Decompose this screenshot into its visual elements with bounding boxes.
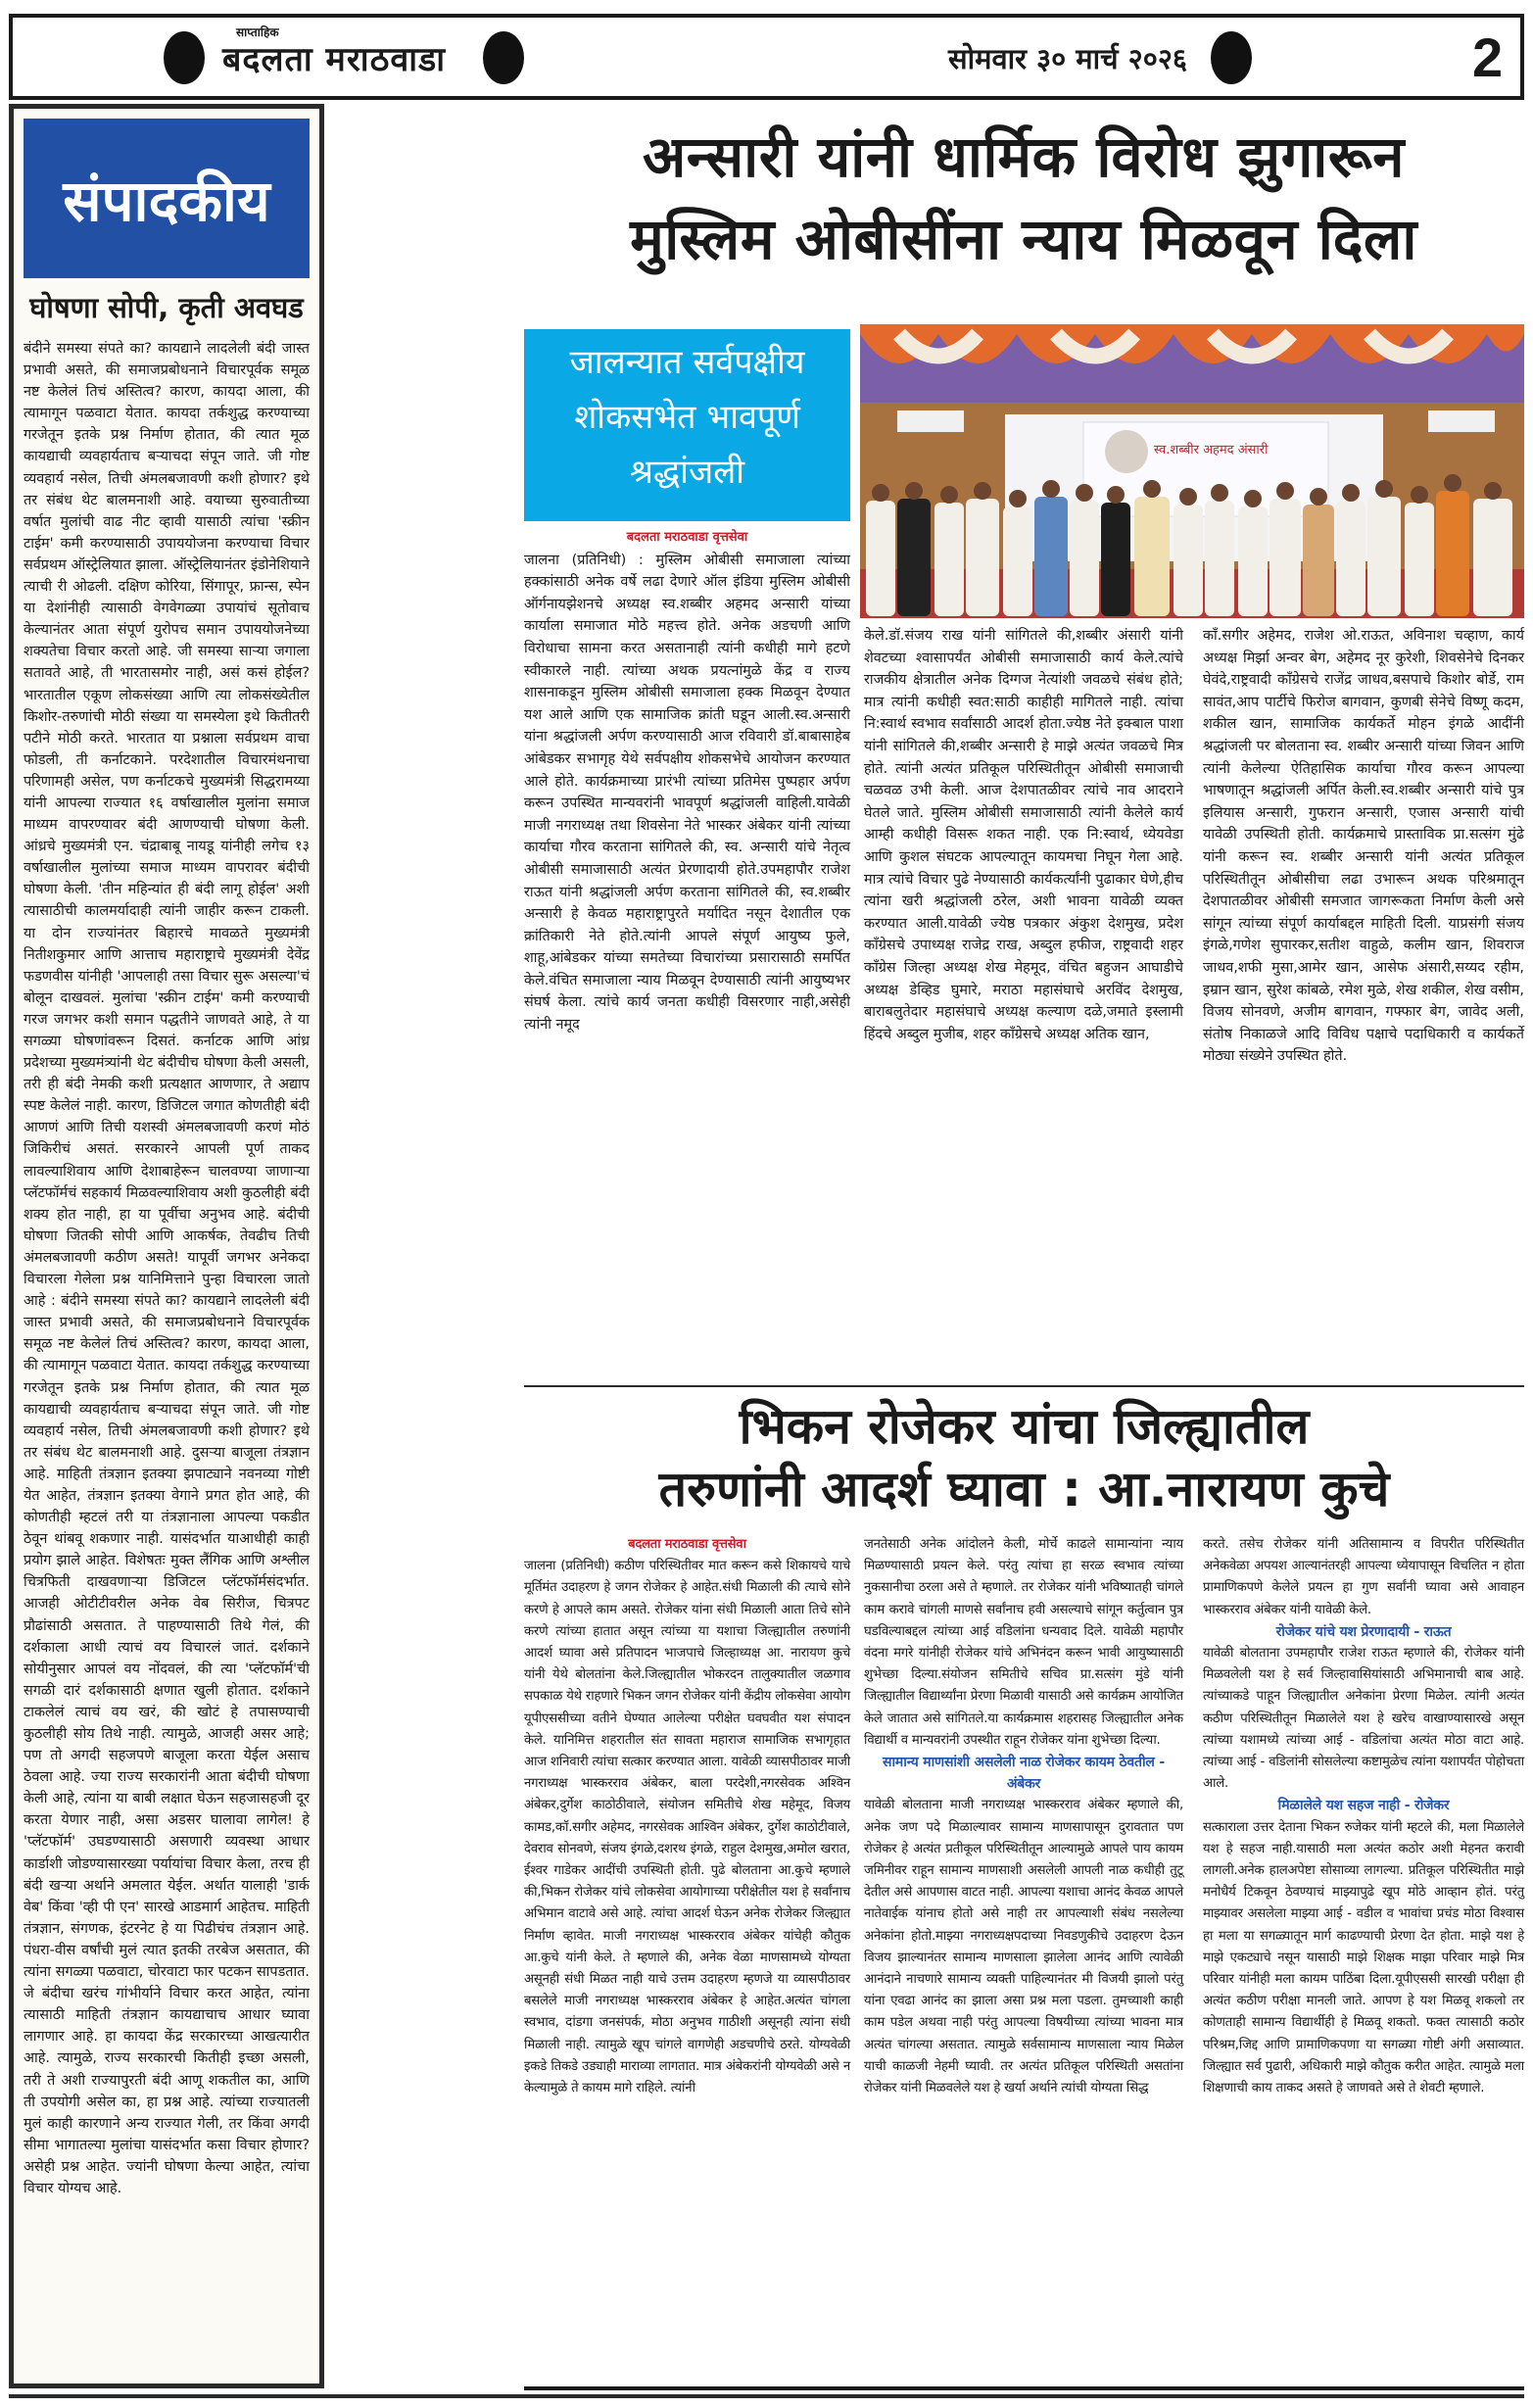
- story2-col1-text: जालना (प्रतिनिधी) कठीण परिस्थितीवर मात करून कसे शिकायचे याचे मूर्तिमंत उदाहरण हे जगन रोजेकर हे आहेत.संधी मिळाली की त्याचे सोने करणे हे आपले काम असते. रोजेकर यांना संधी मिळाली आता तिचे सोने करणे त्यांच्या हातात असून त्यांच्या या यशाचा जिल्ह्यातील तरुणांनी आदर्श घ्यावा असे प्रतिपादन भाजपाचे जिल्हाध्यक्ष आ. नारायण कुचे यांनी येथे बोलतांना केले.जिल्ह्यातील भोकरदन तालुक्यातील जळगाव सपकाळ येथे राहणारे भिकन जगन रोजेकर यांनी केंद्रीय लोकसेवा आयोग यूपीएससीच्या वतीने घेण्यात आलेल्या परीक्षेत घवघवीत यश संपादन केले. यानिमित्त शहरातील संत सावता महाराज सामाजिक सभागृहात आज शनिवारी त्यांचा सत्कार करण्यात आला. यावेळी व्यासपीठावर माजी नगराध्यक्ष भास्करराव अंबेकर, बाला परदेशी,नगरसेवक अश्विन अंबेकर,दुर्गेश काठोठीवाले, संयोजन समितीचे शेख महेमूद, विजय कामड,कॉ.सगीर अहेमद, नगरसेवक आश्विन अंबेकर, दुर्गेश काठोटीवाले, देवराव सोनवणे, संजय इंगळे,दशरथ इंगळे, राहुल देशमुख,अमोल खरात, ईश्वर गाडेकर आदींची उपस्थिती होती. पुढे बोलताना आ.कुचे म्हणाले की,भिकन रोजेकर यांचे लोकसेवा आयोगाच्या परीक्षेतील यश हे सर्वांनाच अभिमान वाटावे असे आहे. त्यांचा आदर्श घेऊन अनेक रोजेकर जिल्ह्यात निर्माण व्हावेत. माजी नगराध्यक्ष भास्करराव अंबेकर यांचेही कौतुक आ.कुचे यांनी केले. ते म्हणाले की, अनेक वेळा माणसामध्ये योग्यता असूनही संधी मिळत नाही याचे उत्तम उदाहरण म्हणजे या व्यासपीठावर बसलेले माजी नगराध्यक्ष भास्करराव अंबेकर हे आहेत.अत्यंत चांगला स्वभाव, दांडगा जनसंपर्क, मोठा अनुभव गाठीशी असूनही त्यांना संधी मिळाली नाही. त्यामुळे खूप चांगले वागणेही अडचणीचे ठरते. योग्यवेळी इकडे तिकडे उड्याही माराव्या लागतात. मात्र अंबेकरांनी योग्यवेळी असे न केल्यामुळे ते कायम मागे राहिले. त्यांनी: [524, 1559, 850, 2096]
- editorial-body: बंदीने समस्या संपते का? कायद्याने लादलेली बंदी जास्त प्रभावी असते, की समाजप्रबोधनाने विचारपूर्वक समूळ नष्ट केलेलं तिचं अस्तित्व? कारण, कायदा आला, की त्यामागून पळवाटा येतात. कायदा तर्कशुद्ध करण्याच्या गरजेतून इतके प्रश्न निर्माण होतात, की त्यात मूळ कायद्याची व्यवहार्यताच बऱ्याचदा संपून जाते. जी गोष्ट व्यवहार्य नसेल, तिची अंमलबजावणी कशी होणार? इथे तर संबंध थेट बालमनाशी आहे. वयाच्या सुरुवातीच्या वर्षात मुलांची वाढ नीट व्हावी यासाठी त्यांचा 'स्क्रीन टाईम' कमी करण्यासाठी उपाययोजना करण्याचा विचार सर्वप्रथम ऑस्ट्रेलियात झाला. ऑस्ट्रेलियानंतर इंडोनेशियाने त्याची री ओढली. दक्षिण कोरिया, सिंगापूर, फ्रान्स, स्पेन या देशांनीही त्यासाठी वेगवेगळ्या उपायांचं सूतोवाच केल्यानंतर आता संपूर्ण युरोपच समान उपाययोजनेच्या शक्यतेचा विचार करतो आहे. जी समस्या साऱ्या जगाला सतावते आहे, ती भारतासमोर नाही, असं कसं होईल? भारतातील एकूण लोकसंख्या आणि त्या लोकसंख्येतील किशोर-तरुणांची मोठी संख्या या समस्येला इथे कितीतरी पटीने मोठी करते. भारतात या प्रश्नाला सर्वप्रथम वाचा फोडली, ती कर्नाटकाने. परदेशातील विचारमंथनाचा परिणामही असेल, पण कर्नाटकचे मुख्यमंत्री सिद्धरामय्या यांनी आपल्या राज्यात १६ वर्षाखालील मुलांना समाज माध्यम वापरण्यावर बंदी आणण्याची घोषणा केली. आंध्रचे मुख्यमंत्री एन. चंद्राबाबू नायडू यांनीही लगेच १३ वर्षाखालील मुलांच्या समाज माध्यम वापरावर बंदीची घोषणा केली. 'तीन महिन्यांत ही बंदी लागू होईल' अशी त्यासाठीची कालमर्यादाही त्यांनी जाहीर करून टाकली. या दोन राज्यांनंतर बिहारचे मावळते मुख्यमंत्री नितीशकुमार आणि आत्ताच महाराष्ट्राचे मुख्यमंत्री देवेंद्र फडणवीस यांनीही 'आपलाही तसा विचार सुरू असल्या'चं बोलून दाखवलं. मुलांचा 'स्क्रीन टाईम' कमी करण्याची गरज जगभर कशी समान पद्धतीने जाणवते आहे, ते या सगळ्या घोषणांवरून दिसतं. कर्नाटक आणि आंध्र प्रदेशच्या मुख्यमंत्र्यांनी थेट बंदीचीच घोषणा केली असली, तरी ही बंदी नेमकी कशी प्रत्यक्षात आणणार, ते अद्याप स्पष्ट केलेलं नाही. कारण, डिजिटल जगात कोणतीही बंदी आणणं आणि तिची यशस्वी अंमलबजावणी करणं मोठं जिकिरीचं असतं. सरकारने आपली पूर्ण ताकद लावल्याशिवाय आणि देशाबाहेरून चालवण्या जाणाऱ्या प्लॅटफॉर्मचं सहकार्य मिळवल्याशिवाय अशी कुठलीही बंदी शक्य होत नाही, हा या पूर्वीचा अनुभव आहे. बंदीची घोषणा जितकी सोपी आणि आकर्षक, तेवढीच तिची अंमलबजावणी कठीण असते! यापूर्वी जगभर अनेकदा विचारला गेलेला प्रश्न यानिमित्ताने पुन्हा विचारला जातो आहे : बंदीने समस्या संपते का? कायद्याने लादलेली बंदी जास्त प्रभावी असते, की समाजप्रबोधनाने विचारपूर्वक समूळ नष्ट केलेलं तिचं अस्तित्व? कारण, कायदा आला, की त्यामागून पळवाटा येतात. कायदा तर्कशुद्ध करण्याच्या गरजेतून इतके प्रश्न निर्माण होतात, की त्यात मूळ कायद्याची व्यवहार्यताच बऱ्याचदा संपून जाते. जी गोष्ट व्यवहार्य नसेल, तिची अंमलबजावणी कशी होणार? इथे तर संबंध थेट बालमनाशी आहे. दुसऱ्या बाजूला तंत्रज्ञान आहे. माहिती तंत्रज्ञान इतक्या झपाट्याने नवनव्या गोष्टी येत आहेत, तंत्रज्ञान इतक्या वेगाने प्रगत होत आहे, की कोणतीही म्हटलं तरी या तंत्रज्ञानाला आपल्या पकडीत ठेवून थांबवू शकणार नाही. यासंदर्भात याआधीही काही प्रयोग झाले आहेत. विशेषतः मुक्त लैंगिक आणि अश्लील चित्रफिती दाखवणाऱ्या डिजिटल प्लॅटफॉर्मसंदर्भात. आजही ओटीटीवरील अनेक वेब सिरीज, चित्रपट प्रौढांसाठी असतात. ते पाहण्यासाठी तिथे गेलं, की दर्शकाला आधी त्याचं वय विचारलं जातं. दर्शकाने सोयीनुसार आपलं वय नोंदवलं, की त्या 'प्लॅटफॉर्म'ची सगळी दारं दर्शकासाठी क्षणात खुली होतात. दर्शकाने टाकलेलं त्याचं वय खरं, की खोटं हे तपासण्याची कुठलीही सोय तिथे नाही. त्यामुळे, आजही असर आहे; पण तो अगदी सहजपणे बाजूला करता येईल असाच ठेवला आहे. ज्या राज्य सरकारांनी आता बंदीची घोषणा केली आहे, त्यांना या बाबी लक्षात घेऊन सहजासहजी दूर करता येणार नाही, असा अडसर घालावा लागेल! हे 'प्लॅटफॉर्म' उघडण्यासाठी असणारी व्यवस्था आधार कार्डाशी जोडण्यासारख्या पर्यायांचा विचार केला, तरच ही बंदी खऱ्या अर्थाने अमलात येईल. अर्थात यालाही 'डार्क वेब' किंवा 'व्ही पी एन' सारखे आडमार्ग आहेतच. माहिती तंत्रज्ञान, संगणक, इंटरनेट हे या पिढीचंच तंत्रज्ञान आहे. पंधरा-वीस वर्षांची मुलं त्यात इतकी तरबेज असतात, की त्यांना सगळ्या पळवाटा, चोरवाटा फार पटकन सापडतात. जे बंदीचा खरंच गांभीर्याने विचार करत आहेत, त्यांना त्यासाठी माहिती तंत्रज्ञान कायद्याचाच आधार घ्यावा लागणार आहे. हा कायदा केंद्र सरकारच्या आखत्यारीत आहे. त्यामुळे, राज्य सरकारची कितीही इच्छा असली, तरी ते अशी राज्यापुरती बंदी आणू शकतील का, आणि ती उपयोगी असेल का, हा प्रश्न आहे. त्यांच्या राज्यातली मुलं काही कारणाने अन्य राज्यात गेली, तर किंवा अगदी सीमा भागातल्या मुलांचा यासंदर्भात कसा विचार होणार? असेही प्रश्न आहेत. ज्यांनी घोषणा केल्या आहेत, त्यांचा विचार योग्यच आहे.: [24, 341, 310, 2196]
- portrait-circle: [1105, 430, 1148, 473]
- bullet-dot-icon: [164, 31, 205, 84]
- editorial-bottom-rule: [9, 2394, 1524, 2398]
- story2-subhead-raut: रोजेकर यांचे यश प्रेरणादायी - राऊत: [1275, 1623, 1452, 1640]
- story2-headline-line1: भिकन रोजेकर यांचा जिल्ह्यातील: [739, 1398, 1310, 1455]
- story2-byline: बदलता मराठवाडा वृत्तसेवा: [628, 1537, 746, 1552]
- story1-byline: बदलता मराठवाडा वृत्तसेवा: [626, 530, 748, 545]
- story2-subhead-ambekar: सामान्य माणसांशी असलेली नाळ रोजेकर कायम ठेवतील - अंबेकर: [883, 1755, 1165, 1793]
- page-bottom-rule: [524, 2386, 1524, 2390]
- bullet-dot-icon: [483, 31, 524, 84]
- story2-subhead-rojekar: मिळालेले यश सहज नाही - रोजेकर: [1277, 1798, 1450, 1814]
- bullet-dot-icon: [1211, 31, 1252, 84]
- newspaper-brand: [222, 24, 446, 79]
- editorial-section-label: संपादकीय: [63, 168, 270, 234]
- story2-col3-text-c: सत्काराला उत्तर देताना भिकन रुजेकर यांनी म्हटले की, मला मिळालेले यश हे सहज नाही.यासाठी मला अत्यंत कठोर अशी मेहनत करावी लागली.अनेक हालअपेष्टा सोसाव्या लागल्या. प्रतिकूल परिस्थितीत माझे मनोधैर्य टिकवून ठेवण्याचं माझ्यापुढे खूप मोठे आव्हान होतं. परंतु माझ्यावर असलेला माझ्या आई - वडील व भावांचा प्रचंड मोठा विश्वास हा मला या सगळ्यातून मार्ग काढण्याची प्रेरणा देत होता. माझे यश हे माझे एकट्याचे नसून यासाठी माझे शिक्षक माझा परिवार माझे मित्र परिवार यांनीही मला कायम पाठिंबा दिला.यूपीएससी सारखी परीक्षा ही अत्यंत कठीण परीक्षा मानली जाते. आपण हे यश मिळवू शकलो तर कोणताही सामान्य विद्यार्थीही हे मिळवू शकतो. फक्त त्यासाठी कठोर परिश्रम,जिद्द आणि प्रामाणिकपणा या सगळ्या गोष्टी अंगी असाव्यात. जिल्ह्यात सर्व पुढारी, अधिकारी माझे कौतुक करीत आहेत. त्यामुळे मला शिक्षणाची काय ताकद असते हे जाणवते असे ते शेवटी म्हणाले.: [1203, 1819, 1524, 2096]
- photo-banner-text: स्व.शब्बीर अहमद अंसारी: [1154, 443, 1269, 458]
- story2-col2-text-a: जनतेसाठी अनेक आंदोलने केली, मोर्चे काढले सामान्यांना न्याय मिळण्यासाठी प्रयत्न केले. परंतु त्यांचा हा सरळ स्वभाव त्यांच्या नुकसानीचा ठरला असे ते म्हणाले. तर रोजेकर यांनी भविष्यातही चांगले काम करावे चांगली माणसे सर्वांनाच हवी असल्याचे सांगून कर्तुत्वान पुत्र घडविल्याबद्दल त्यांच्या आई वडिलांना धन्यवाद दिले. यावेळी महापौर वंदना मगरे यांनीही रोजेकर यांचे अभिनंदन करून भावी आयुष्यासाठी शुभेच्छा दिल्या.संयोजन समितीचे सचिव प्रा.सत्संग मुंडे यांनी जिल्ह्यातील विद्यार्थ्यांना प्रेरणा मिळावी यासाठी असे कार्यक्रम आयोजित केले जातात असे सांगितले.या कार्यक्रमास शहरासह जिल्ह्यातील अनेक विद्यार्थी व मान्यवरांनी उपस्थीत राहून रोजेकर यांना शुभेच्छा दिल्या.: [864, 1537, 1183, 1748]
- story1-subheadline: जालन्यात सर्वपक्षीय शोकसभेत भावपूर्ण श्रद्धांजली: [524, 329, 850, 521]
- story2-headline: [524, 1395, 1524, 1520]
- editorial-banner: [24, 119, 310, 278]
- story2-col3-text-a: करते. तसेच रोजेकर यांनी अतिसामान्य व विपरीत परिस्थितीत अनेकवेळा अपयश आल्यानंतरही आपल्या ध्येयापासून विचलित न होता प्रामाणिकपणे केलेले प्रयत्न हा गुण सर्वांनी घ्यावा असे आवाहन भास्करराव अंबेकर यांनी यावेळी केले.: [1203, 1537, 1524, 1617]
- story1-photo: [860, 324, 1524, 618]
- story2-col2-text-b: यावेळी बोलताना माजी नगराध्यक्ष भास्करराव अंबेकर म्हणाले की, अनेक जण पदे मिळाल्यावर सामान्य माणसापासून दुरावतात पण रोजेकर हे अत्यंत प्रतीकूल परिस्थितीतून आल्यामुळे आपले पाय कायम जमिनीवर राहून सामान्य माणसाशी असलेली आपली नाळ कधीही तुटू देतील असे आपणास वाटत नाही. आपल्या यशाचा आनंद केवळ आपले नातेवाईक यांनाच होतो असे नाही तर आपल्याशी संबंध नसलेल्या अनेकांना होतो.माझ्या नगराध्यक्षपदाच्या निवडणुकीचे उदाहरण देऊन विजय झाल्यानंतर सामान्य माणसाला झालेला आनंद आणि त्यावेळी आनंदाने नाचणारे सामान्य व्यक्ती पाहिल्यानंतर मी विजयी झालो परंतु यांना एवढा आनंद का झाला असा प्रश्न मला पडला. तुमच्याशी काही काम पडेल अथवा नाही परंतु आपल्या विषयीच्या त्यांच्या भावना मात्र अत्यंत चांगल्या असतात. त्यामुळे सर्वसामान्य माणसाला न्याय मिळेल याची काळजी नेहमी घ्यावी. तर अत्यंत प्रतिकूल परिस्थिती असतांना रोजेकर यांनी मिळवलेले यश हे खर्या अर्थाने त्यांची योग्यता सिद्ध: [864, 1798, 1183, 2096]
- story2-headline-line2: तरुणांनी आदर्श घ्यावा : आ.नारायण कुचे: [658, 1461, 1390, 1517]
- story2-column-3: [1203, 1534, 1524, 2099]
- issue-date: सोमवार ३० मार्च २०२६: [948, 42, 1187, 75]
- masthead: [9, 14, 1524, 100]
- event-photo-illustration: [860, 324, 1524, 618]
- page-number: 2: [1472, 26, 1504, 88]
- story1-column-3: काँ.सगीर अहेमद, राजेश ओ.राऊत, अविनाश चव्हाण, कार्य अध्यक्ष मिर्झा अन्वर बेग, अहेमद नूर कुरेशी, शिवसेनेचे दिनकर घेवंदे,राष्ट्रवादी काँग्रेसचे राजेंद्र जाधव,बसपाचे किशोर बोर्डे, राम सावंत,आप पार्टीचे फिरोज बागवान, कुणबी सेनेचे विष्णू कदम, शकील खान, सामाजिक कार्यकर्ते मोहन इंगळे आदींनी श्रद्धांजली पर बोलताना स्व. शब्बीर अन्सारी यांच्या जिवन आणि त्यांनी केलेल्या ऐतिहासिक कार्याचा गौरव करून आपल्या भाषणातून श्रद्धांजली अर्पित केली.स्व.शब्बीर अन्सारी यांचे पुत्र इलियास अन्सारी, गुफरान अन्सारी, एजास अन्सारी यांची यावेळी उपस्थिती होती. कार्यक्रमाचे प्रास्ताविक प्रा.सत्संग मुंढे यांनी करून स्व. शब्बीर अन्सारी यांनी अत्यंत प्रतिकूल परिस्थितीतून ओबीसीचा लढा उभारून अथक परिश्रमातून देशपातळीवर ओबीसी समजात जागरूकता निर्माण केली असे सांगून त्यांच्या संपूर्ण कार्याबद्दल माहिती दिली. याप्रसंगी संजय इंगळे,गणेश सुपारकर,सतीश वाहुळे, कलीम खान, शिवराज जाधव,शफी मुसा,आमेर खान, आसेफ अंसारी,सय्यद रहीम, इम्रान खान, सुरेश कांबळे, रमेश मुळे, शेख शकील, शेख वसीम, विजय सोनवणे, अजीम बागवान, गफ्फार बेग, जावेद अली, संतोष निकाळजे आदि विविध पक्षाचे पदाधिकारी व कार्यकर्ते मोठ्या संख्येने उपस्थित होते.: [1203, 628, 1524, 1065]
- section-divider: [524, 1385, 1524, 1387]
- story1-column-2: केले.डॉ.संजय राख यांनी सांगितले की,शब्बीर अंसारी यांनी शेवटच्या श्वासापर्यंत ओबीसी समाजासाठी कार्य केले.त्यांचे राजकीय क्षेत्रातील अनेक दिग्गज नेत्यांशी जवळचे संबंध होते; मात्र त्यांनी कधीही स्वत:साठी काहीही मागितले नाही. त्यांचा नि:स्वार्थ स्वभाव सर्वांसाठी आदर्श होता.ज्येष्ठ नेते इक्बाल पाशा यांनी सांगितले की,शब्बीर अन्सारी हे माझे अत्यंत जवळचे मित्र होते. त्यांनी अत्यंत प्रतिकूल परिस्थितीतून ओबीसी समाजाची चळवळ उभी केली. आज देशपातळीवर त्यांचे नाव आदराने घेतले जाते. मुस्लिम ओबीसी समाजासाठी त्यांनी केलेले कार्य आम्ही कधीही विसरू शकत नाही. एक नि:स्वार्थ, ध्येयवेडा आणि कुशल संघटक आपल्यातून कायमचा निघून गेला आहे. मात्र त्यांचे विचार पुढे नेण्यासाठी कार्यकर्त्यांनी पुढाकार घेणे,हीच त्यांना खरी श्रद्धांजली ठरेल, अशी भावना यावेळी व्यक्त करण्यात आली.यावेळी ज्येष्ठ पत्रकार अंकुश देशमुख, प्रदेश काँग्रेसचे उपाध्यक्ष राजेद्र राख, अब्दुल हफीज, राष्ट्रवादी शहर काँग्रेस जिल्हा अध्यक्ष शेख मेहमूद, वंचित बहुजन आघाडीचे अध्यक्ष डेव्हिड घुमारे, मराठा महासंघाचे अरविंद देशमुख, बाराबलुतेदार महासंघाचे अध्यक्ष कल्याण दळे,जमाते इस्लामी हिंदचे अब्दुल मुजीब, शहर काँग्रेसचे अध्यक्ष अतिक खान,: [864, 628, 1183, 1042]
- story2-column-2: [864, 1534, 1183, 2099]
- story1-col1-text: जालना (प्रतिनिधी) : मुस्लिम ओबीसी समाजाला त्यांच्या हक्कांसाठी अनेक वर्षे लढा देणारे ऑल इंडिया मुस्लिम ओबीसी ऑर्गनायझेशनचे अध्यक्ष स्व.शब्बीर अहमद अन्सारी यांच्या कार्याला समाजात मोठे महत्त्व होते. अनेक अडचणी आणि विरोधाचा सामना करत असतानाही त्यांनी कधीही मागे हटणे स्वीकारले नाही. त्यांच्या अथक प्रयत्नांमुळे केंद्र व राज्य शासनाकडून मुस्लिम ओबीसी समाजाला हक्क मिळवून देण्यात यश आले आणि एक सामाजिक क्रांती घडून आली.स्व.अन्सारी यांना श्रद्धांजली अर्पण करण्यासाठी आज रविवारी डॉ.बाबासाहेब आंबेडकर सभागृह येथे सर्वपक्षीय शोकसभेचे आयोजन करण्यात आले होते. कार्यक्रमाच्या प्रारंभी त्यांच्या प्रतिमेस पुष्पहार अर्पण करून उपस्थित मान्यवरांनी भावपूर्ण श्रद्धांजली वाहिली.यावेळी माजी नगराध्यक्ष तथा शिवसेना नेते भास्कर अंबेकर यांनी त्यांच्या कार्याचा गौरव करताना सांगितले की, स्व. अन्सारी यांचे नेतृत्व ओबीसी समाजासाठी अत्यंत प्रेरणादायी होते.उपमहापौर राजेश राऊत यांनी श्रद्धांजली अर्पण करताना सांगितले की, स्व.शब्बीर अन्सारी हे केवळ महाराष्ट्रापुरते मर्यादित नसून देशातील एक क्रांतिकारी नेते होते.त्यांनी आपले संपूर्ण आयुष्य फुले, शाहू,आंबेडकर यांच्या समतेच्या विचारांच्या प्रसारासाठी समर्पित केले.वंचित समाजाला न्याय मिळवून देण्यासाठी त्यांनी आयुष्यभर संघर्ष केला. त्यांचे कार्य जनता कधीही विसरणार नाही,असेही त्यांनी नमूद: [524, 552, 850, 1034]
- story2-col3-text-b: यावेळी बोलताना उपमहापौर राजेश राऊत म्हणाले की, रोजेकर यांनी मिळवलेली यश हे सर्व जिल्हावासियांसाठी अभिमानाची बाब आहे. त्यांच्याकडे पाहून जिल्ह्यातील अनेकांना प्रेरणा मिळेल. त्यांनी अत्यंत कठीण परिस्थितीतून मिळालेले यश हे खरेच वाखाण्यासारखे असून त्यांच्या यशामध्ये त्यांच्या आई - वडिलांचा अत्यंत मोठा वाटा आहे. त्यांच्या आई - वडिलांनी सोसलेल्या कष्टामुळेच त्यांना यशापर्यंत पोहोचता आले.: [1203, 1646, 1524, 1792]
- weekly-label: साप्ताहिक: [236, 25, 279, 39]
- story1-headline-line1: अन्सारी यांनी धार्मिक विरोध झुगारून: [642, 123, 1405, 190]
- editorial-column: [9, 104, 324, 2388]
- story1-headline: [524, 116, 1523, 280]
- story2-column-1: [524, 1534, 850, 2099]
- story1-column-1: [524, 527, 850, 1036]
- story1-headline-line2: मुस्लिम ओबीसींना न्याय मिळवून दिला: [630, 206, 1417, 272]
- people-group: [866, 491, 1512, 616]
- editorial-title: घोषणा सोपी, कृती अवघड: [29, 291, 304, 324]
- paper-name: बदलता मराठवाडा: [222, 40, 447, 79]
